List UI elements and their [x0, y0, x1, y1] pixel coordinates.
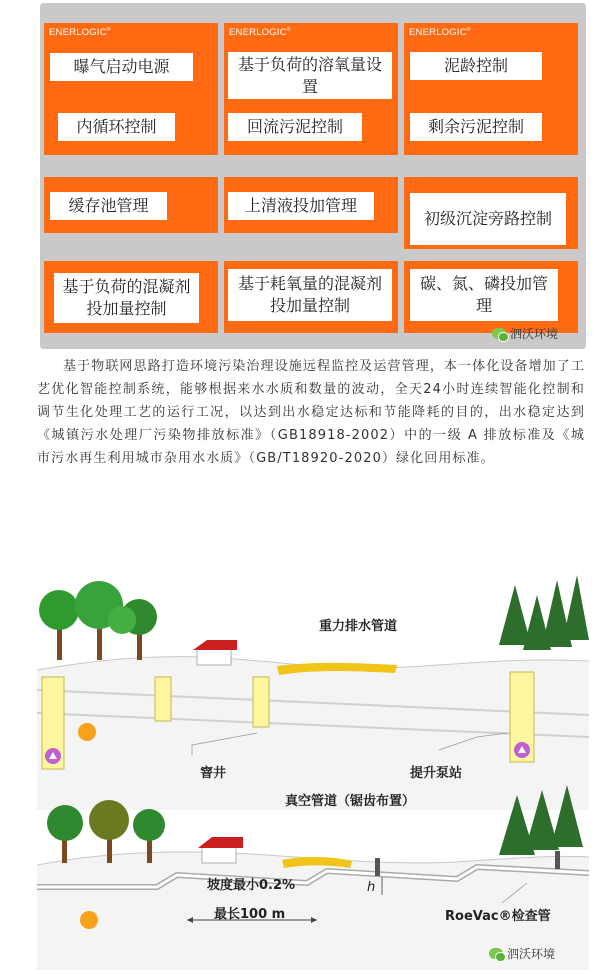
tile-card: 碳、氮、磷投加管理: [410, 269, 558, 321]
tile-card: 缓存池管理: [50, 192, 167, 220]
tile-card: 初级沉淀旁路控制: [410, 193, 566, 245]
label-vacuum-pipe: 真空管道（锯齿布置）: [285, 794, 416, 809]
watermark-text: 泗沃环境: [507, 947, 556, 961]
grid-watermark: [492, 325, 558, 342]
tile-r1c2: [224, 23, 398, 106]
label-slope: 坡度最小0.2%: [207, 878, 296, 893]
wechat-icon: [489, 948, 503, 959]
tile-card: 泥龄控制: [410, 52, 542, 80]
tile-r1c3: [404, 23, 578, 106]
house-upper: [193, 640, 237, 665]
tile-r3c2: [224, 177, 398, 233]
description-paragraph: 基于物联网思路打造环境污染治理设施远程监控及运营管理，本一体化设备增加了工艺优化智能控制系统，能够根据来水水质和数量的波动，全天24小时连续智能化控制和调节生化处理工艺的运行工况，以达到出水稳定达标和节能降耗的目的，出水稳定达到《城镇污水处理厂污染物排放标准》（GB18918-2002）中的一级 A 排放标准及《城市污水再生利用城市杂用水水质》（GB/T18920-2020）绿化回用标准。: [37, 359, 585, 466]
diagram-watermark: [489, 945, 555, 962]
sewer-system-diagram: [37, 565, 589, 970]
tile-card: 基于负荷的溶氧量设置: [228, 52, 392, 100]
tile-r4c1: [44, 261, 218, 333]
tile-card: 剩余污泥控制: [410, 113, 542, 141]
orange-marker-upper: [78, 723, 96, 741]
control-features-grid: [40, 3, 586, 349]
tile-card: 基于耗氧量的混凝剂投加量控制: [228, 269, 392, 321]
tile-r4c2: [224, 261, 398, 333]
pine-trees-upper: [499, 575, 589, 650]
label-manhole: 窨井: [200, 766, 227, 781]
shaft-mid-upper: [155, 677, 171, 721]
brand-label: ENERLOGIC®: [409, 27, 471, 39]
tile-r3c3: [404, 177, 578, 249]
tile-card: 曝气启动电源: [50, 53, 193, 81]
tree-group-left-upper: [39, 581, 157, 660]
shaft-right-upper: [253, 677, 269, 727]
label-roevac: RoeVac®检查管: [445, 909, 551, 924]
tile-r4c3: [404, 261, 578, 333]
tile-r3c1: [44, 177, 218, 233]
brand-label: ENERLOGIC®: [49, 27, 111, 39]
wechat-icon: [492, 328, 506, 339]
orange-marker-lower: [80, 911, 98, 929]
label-max-length: 最长100 m: [214, 907, 286, 922]
roevac-check-pipe: [375, 858, 380, 876]
tile-card: 回流污泥控制: [228, 113, 362, 141]
shaft-left-upper: [42, 677, 64, 769]
tile-r1c1: [44, 23, 218, 106]
tile-card: 基于负荷的混凝剂投加量控制: [54, 273, 199, 323]
tile-card: 上清液投加管理: [228, 192, 374, 220]
tree-group-left-lower: [47, 800, 165, 863]
label-gravity-pipe: 重力排水管道: [319, 619, 398, 634]
tile-r2c2: [224, 99, 398, 155]
tile-r2c1: [44, 99, 218, 155]
brand-label: ENERLOGIC®: [229, 27, 291, 39]
tile-r2c3: [404, 99, 578, 155]
label-lift-station: 提升泵站: [410, 766, 463, 781]
lift-station-shaft: [510, 672, 534, 762]
watermark-text: 泗沃环境: [510, 327, 559, 341]
tile-card: 内循环控制: [58, 113, 175, 141]
label-h: h: [367, 880, 376, 895]
house-lower: [198, 837, 243, 863]
